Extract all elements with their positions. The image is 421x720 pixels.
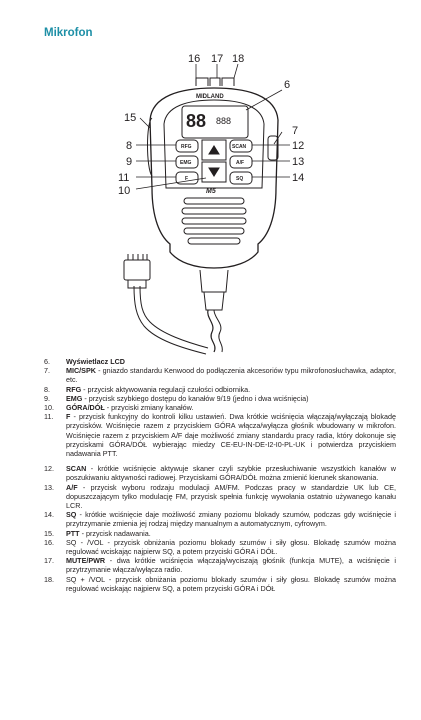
- list-item: 10. GÓRA/DÓŁ - przyciski zmiany kanałów.: [44, 403, 194, 413]
- description-list: [44, 357, 396, 593]
- model-label: M5: [206, 188, 216, 195]
- callout-9: 9: [126, 156, 133, 168]
- emg-label: EMG: [180, 160, 192, 166]
- callout-8: 8: [126, 140, 133, 152]
- list-item: 18. SQ + /VOL - przycisk obniżania poziomu blokady szumów i siły głosu. Blokadę szumów można regulować wciskając najpierw SQ, a potem przyciski GÓRA i DÓŁ: [44, 574, 396, 593]
- section-title: Mikrofon: [44, 27, 93, 39]
- lcd-digits: 88: [186, 111, 207, 131]
- list-item: 6. Wyświetlacz LCD: [44, 357, 125, 366]
- callout-10: 10: [118, 185, 131, 197]
- list-item: 16. SQ - /VOL - przycisk obniżania poziomu blokady szumów i siły głosu. Blokadę szumów można regulować wciskając najpierw SQ, a potem przyciski GÓRA i DÓŁ.: [44, 537, 396, 557]
- callout-7: 7: [292, 125, 299, 137]
- list-item: 7. MIC/SPK - gniazdo standardu Kenwood do podłączenia akcesoriów typu mikrofonosłuchawka, adaptor, etc.: [44, 366, 396, 385]
- callout-15: 15: [124, 112, 137, 124]
- callout-16: 16: [188, 53, 201, 65]
- callout-12: 12: [292, 140, 305, 152]
- list-item: 11. F - przycisk funkcyjny do kontroli kilku ustawień. Dwa krótkie wciśnięcia włączają/wyłączają blokadę przycisków. Wciśnięcie razem z przyciskiem GÓRA włącza/wyłącza głośnik wbudowany w mikrofon. Wciśnięcie razem z przyciskiem A/F daje możliwość zmiany standardu pracy radia, który dokonuje się przyciskami GÓRA/DÓŁ wybierając miedzy CE-EU-IN-DE-I2-I0-PL-UK i potwierdza przyciskiem nadawania PTT.: [44, 412, 396, 459]
- list-item: 9. EMG - przycisk szybkiego dostępu do kanałów 9/19 (jedno i dwa wciśnięcia): [44, 393, 309, 403]
- f-label: F: [185, 176, 189, 182]
- af-label: A/F: [236, 160, 245, 166]
- top-vol-up: [222, 78, 234, 86]
- list-item: 14. SQ - krótkie wciśnięcie daje możliwość zmiany poziomu blokady szumów, podczas gdy wciśnięcie i przytrzymanie zmienia jej rodzaj między manualnym a automatycznym, cyfrowym.: [44, 510, 396, 529]
- mic-body: [150, 88, 278, 268]
- rfg-label: RFG: [181, 144, 192, 150]
- callout-11: 11: [118, 172, 130, 184]
- brand-logo: MIDLAND: [196, 94, 224, 100]
- callout-17: 17: [211, 53, 224, 65]
- callout-6: 6: [284, 79, 291, 91]
- rj-plug: [124, 260, 150, 280]
- list-item: 12. SCAN - krótkie wciśnięcie aktywuje skaner czyli szybkie przesłuchiwanie wszystkich kanałów w poszukiwaniu aktywności radiowej. Przyciskami GÓRA/DÓŁ można zmienić kierunek skanowania.: [44, 464, 396, 483]
- scan-label: SCAN: [232, 144, 247, 150]
- top-vol-down: [196, 78, 208, 86]
- callout-14: 14: [292, 172, 305, 184]
- callout-13: 13: [292, 156, 305, 168]
- list-item: 13. A/F - przycisk wyboru rodzaju modulacji AM/FM. Podczas pracy w standardzie UK lub CE, dopuszczającym tylko modulację FM, przycisk spełnia funkcję wywołania ostatnio używanego kanału LCR.: [44, 482, 396, 511]
- lcd-small-digits: 888: [216, 116, 232, 126]
- speaker-grille: [182, 198, 246, 244]
- list-item: 15. PTT - przycisk nadawania.: [44, 528, 151, 538]
- callout-18: 18: [232, 53, 245, 65]
- top-mute: [210, 78, 220, 86]
- coiled-cord: [208, 310, 215, 352]
- sq-label: SQ: [236, 176, 244, 182]
- list-item: 17. MUTE/PWR - dwa krótkie wciśnięcia włączają/wyciszają głośnik (funkcja MUTE), a wciśnięcie i przytrzymanie włącza/wyłącza radio.: [44, 556, 396, 575]
- microphone-diagram: [0, 48, 421, 358]
- list-item: 8. RFG - przycisk aktywowania regulacji czułości odbiornika.: [44, 384, 251, 394]
